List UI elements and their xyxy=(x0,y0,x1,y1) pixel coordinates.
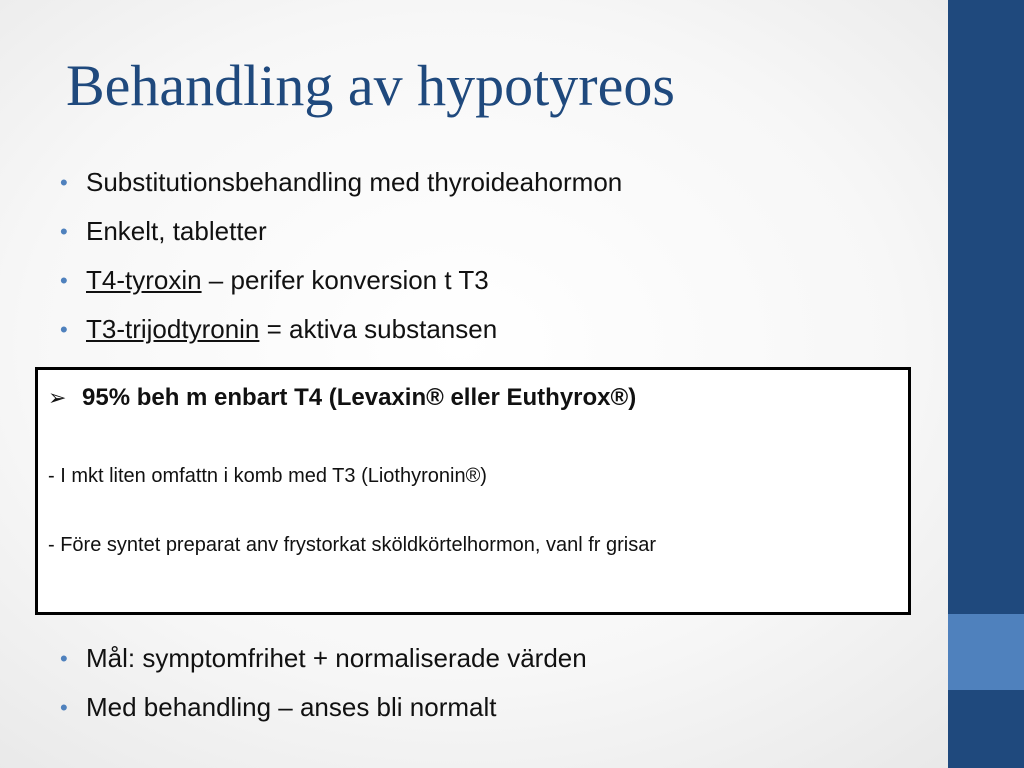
list-item xyxy=(60,256,622,305)
slide-title: Behandling av hypotyreos xyxy=(66,53,675,118)
list-item xyxy=(60,305,622,354)
bullet-text: Substitutionsbehandling med thyroideahormon xyxy=(86,167,623,197)
bullet-text: Med behandling – anses bli normalt xyxy=(86,692,497,722)
list-item xyxy=(60,683,587,732)
side-bar-dark-top xyxy=(948,0,1024,614)
bullet-underlined-term: T3-trijodtyronin xyxy=(86,314,260,344)
bottom-bullet-list xyxy=(60,634,587,732)
arrow-bullet-icon: ➢ xyxy=(48,385,67,410)
note-heading xyxy=(48,382,636,414)
side-accent-bar xyxy=(948,0,1024,768)
list-item xyxy=(60,634,587,683)
bullet-dot-icon: • xyxy=(60,317,68,342)
bullet-dot-icon: • xyxy=(60,695,68,720)
note-heading-text: 95% beh m enbart T4 (Levaxin® eller Euthyrox®) xyxy=(82,384,637,411)
list-item xyxy=(60,158,622,207)
top-bullet-list xyxy=(60,158,622,354)
bullet-underlined-term: T4-tyroxin xyxy=(86,265,202,295)
bullet-dot-icon: • xyxy=(60,646,68,671)
side-bar-dark-bottom xyxy=(948,690,1024,768)
bullet-dot-icon: • xyxy=(60,170,68,195)
bullet-dot-icon: • xyxy=(60,268,68,293)
note-line: - Före syntet preparat anv frystorkat sköldkörtelhormon, vanl fr grisar xyxy=(48,534,657,556)
list-item xyxy=(60,207,622,256)
side-bar-light-middle xyxy=(948,614,1024,690)
bullet-text: Enkelt, tabletter xyxy=(86,216,267,246)
treatment-note-box xyxy=(35,367,911,615)
note-line: - I mkt liten omfattn i komb med T3 (Liothyronin®) xyxy=(48,465,487,487)
bullet-dot-icon: • xyxy=(60,219,68,244)
bullet-text: – perifer konversion t T3 xyxy=(201,265,489,295)
bullet-text: = aktiva substansen xyxy=(259,314,498,344)
bullet-text: Mål: symptomfrihet + normaliserade värden xyxy=(86,643,587,673)
